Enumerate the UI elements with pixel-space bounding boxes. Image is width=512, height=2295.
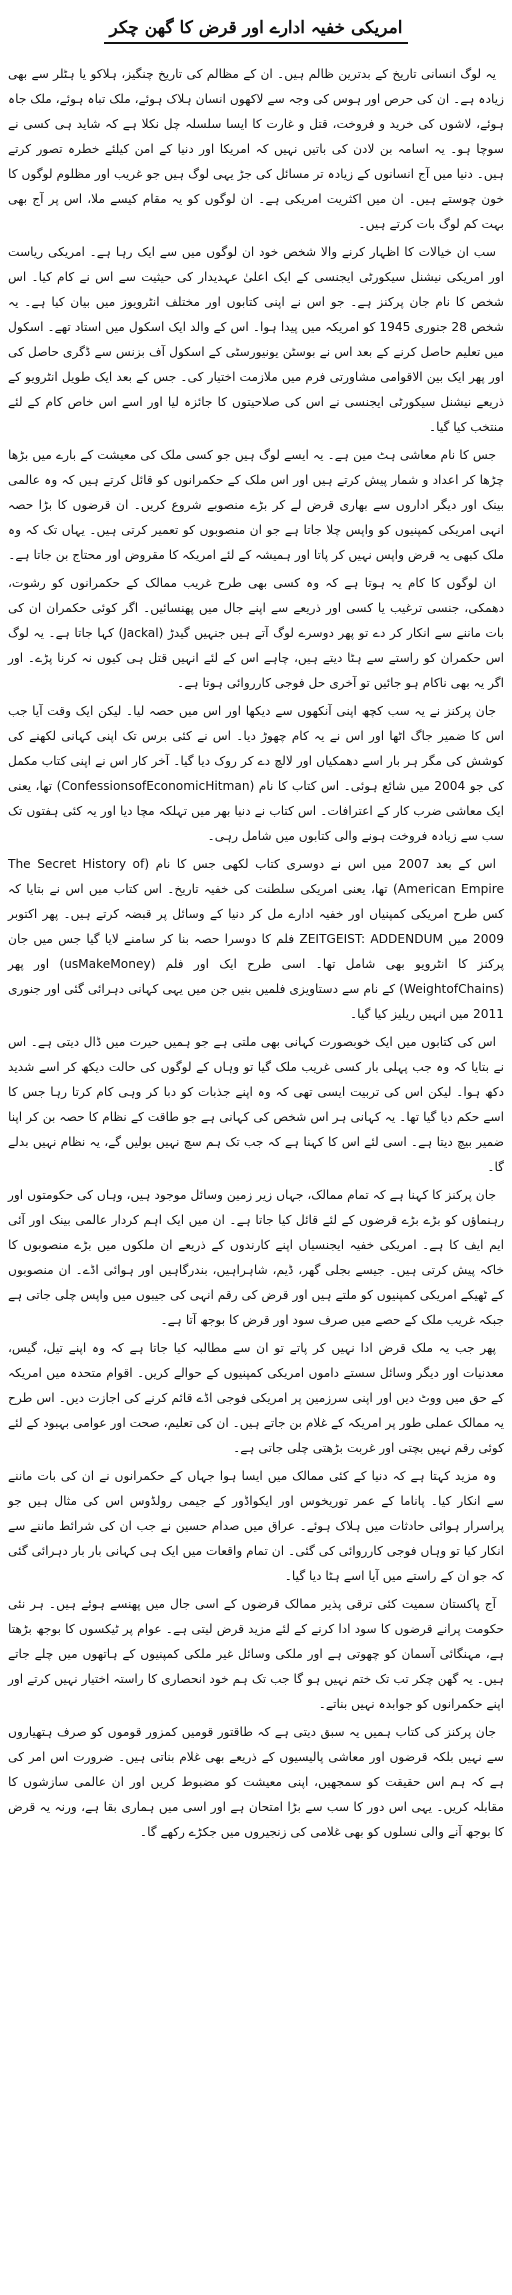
paragraph-12: جان پرکنز کی کتاب ہمیں یہ سبق دیتی ہے کہ طاقتور قومیں کمزور قوموں کو صرف ہتھیاروں سے نہیں بلکہ قرضوں اور معاشی پالیسیوں کے ذریعے بھی غلام بناتی ہیں۔ ضرورت اس امر کی ہے کہ ہم اس حقیقت کو سمجھیں، اپنی معیشت کو مضبوط کریں اور ان عالمی سازشوں کا مقابلہ کریں۔ یہی اس دور کا سب سے بڑا امتحان ہے اور اسی میں ہماری بقا ہے، ورنہ یہ قرض کا بوجھ آنے والی نسلوں کو بھی غلامی کی زنجیروں میں جکڑے رکھے گا۔ bbox=[8, 1724, 504, 1839]
paragraph-8: جان پرکنز کا کہنا ہے کہ تمام ممالک، جہاں زیر زمین وسائل موجود ہیں، وہاں کی حکومتوں اور رہنماؤں کو بڑے بڑے قرضوں کے لئے قائل کیا جاتا ہے۔ ان میں ایک اہم کردار عالمی بینک اور آئی ایم ایف کا ہے۔ امریکی خفیہ ایجنسیاں اپنے کارندوں کے ذریعے ان ملکوں میں بڑے منصوبوں کا خاکہ پیش کرتی ہیں۔ جیسے بجلی گھر، ڈیم، شاہراہیں، بندرگاہیں اور ہوائی اڈے۔ ان منصوبوں کے ٹھیکے امریکی کمپنیوں کو ملتے ہیں اور قرض کی رقم انہی کی جیبوں میں واپس چلی جاتی ہے جبکہ غریب ملک کے حصے میں صرف سود اور قرض کا بوجھ آتا ہے۔ bbox=[8, 1187, 504, 1327]
paragraph-6: اس کے بعد 2007 میں اس نے دوسری کتاب لکھی جس کا نام (The Secret History of American Empire) تھا، یعنی امریکی سلطنت کی خفیہ تاریخ۔ اس کتاب میں اس نے بتایا کہ کس طرح امریکی کمپنیاں اور خفیہ ادارے مل کر دنیا کے وسائل پر قبضہ کرتے ہیں۔ پھر اکتوبر 2009 میں ZEITGEIST: ADDENDUM فلم کا دوسرا حصہ بنا کر سامنے لایا گیا جس میں جان پرکنز کا انٹرویو بھی شامل تھا۔ اسی طرح ایک اور فلم (usMakeMoney) اور پھر (WeightofChains) کے نام سے دستاویزی فلمیں بنیں جن میں یہی کہانی دہرائی گئی اور جنوری 2011 میں انہیں ریلیز کیا گیا۔ bbox=[8, 856, 504, 1021]
article-title: امریکی خفیہ ادارے اور قرض کا گھن چکر bbox=[104, 15, 409, 44]
headline-wrap bbox=[8, 4, 504, 56]
article-body bbox=[8, 62, 504, 1845]
paragraph-3: جس کا نام معاشی ہٹ مین ہے۔ یہ ایسے لوگ ہیں جو کسی ملک کی معیشت کے بارے میں بڑھا چڑھا کر اعداد و شمار پیش کرتے ہیں اور اس ملک کے حکمرانوں کو قائل کرتے ہیں کہ وہ عالمی بینک اور دیگر اداروں سے بھاری قرض لے کر بڑے منصوبے شروع کریں۔ ان قرضوں کا بڑا حصہ انہی امریکی کمپنیوں کو واپس چلا جاتا ہے جو ان منصوبوں کو تعمیر کرتی ہیں۔ یہاں تک کہ وہ ملک کبھی یہ قرض واپس نہیں کر پاتا اور ہمیشہ کے لئے امریکہ کا مقروض اور محتاج بن جاتا ہے۔ bbox=[8, 447, 504, 562]
paragraph-10: وہ مزید کہتا ہے کہ دنیا کے کئی ممالک میں ایسا ہوا جہاں کے حکمرانوں نے ان کی بات ماننے سے انکار کیا۔ پاناما کے عمر توریخوس اور ایکواڈور کے جیمی رولڈوس اس کی مثال ہیں جو پراسرار ہوائی حادثات میں ہلاک ہوئے۔ عراق میں صدام حسین نے جب ان کی شرائط ماننے سے انکار کیا تو وہاں فوجی کارروائی کی گئی۔ ان تمام واقعات میں ایک ہی کہانی بار بار دہرائی گئی کہ جو ان کے راستے میں آیا اسے ہٹا دیا گیا۔ bbox=[8, 1468, 504, 1583]
paragraph-4: ان لوگوں کا کام یہ ہوتا ہے کہ وہ کسی بھی طرح غریب ممالک کے حکمرانوں کو رشوت، دھمکی، جنسی ترغیب یا کسی اور ذریعے سے اپنے جال میں پھنسائیں۔ اگر کوئی حکمران ان کی بات ماننے سے انکار کر دے تو پھر دوسرے لوگ آتے ہیں جنہیں گیدڑ (Jackal) کہا جاتا ہے۔ یہ لوگ اس حکمران کو راستے سے ہٹا دیتے ہیں، چاہے اس کے لئے انہیں قتل ہی کیوں نہ کرنا پڑے۔ اور اگر یہ بھی ناکام ہو جائیں تو آخری حل فوجی کارروائی ہوتا ہے۔ bbox=[8, 575, 504, 690]
paragraph-7: اس کی کتابوں میں ایک خوبصورت کہانی بھی ملتی ہے جو ہمیں حیرت میں ڈال دیتی ہے۔ اس نے بتایا کہ وہ جب پہلی بار کسی غریب ملک گیا تو وہاں کے لوگوں کی حالت دیکھ کر اسے شدید دکھ ہوا۔ لیکن اس کی تربیت ایسی تھی کہ وہ اپنے جذبات کو دبا کر وہی کام کرتا رہا جس کا اسے حکم دیا گیا تھا۔ یہ کہانی ہر اس شخص کی کہانی ہے جو طاقت کے نظام کا حصہ بن کر اپنا ضمیر بیچ دیتا ہے۔ اسی لئے اس کا کہنا ہے کہ جب تک ہم سچ نہیں بولیں گے، یہ نظام نہیں بدلے گا۔ bbox=[8, 1034, 504, 1174]
paragraph-9: پھر جب یہ ملک قرض ادا نہیں کر پاتے تو ان سے مطالبہ کیا جاتا ہے کہ وہ اپنے تیل، گیس، معدنیات اور دیگر وسائل سستے داموں امریکی کمپنیوں کے حوالے کریں۔ اقوام متحدہ میں امریکہ کے حق میں ووٹ دیں اور اپنی سرزمین پر امریکی فوجی اڈے قائم کرنے کی اجازت دیں۔ اس طرح یہ ممالک عملی طور پر امریکہ کے غلام بن جاتے ہیں۔ ان کی تعلیم، صحت اور عوامی بہبود کے لئے کوئی رقم نہیں بچتی اور غربت بڑھتی چلی جاتی ہے۔ bbox=[8, 1340, 504, 1455]
paragraph-2: سب ان خیالات کا اظہار کرنے والا شخص خود ان لوگوں میں سے ایک رہا ہے۔ امریکی ریاست اور امریکی نیشنل سیکورٹی ایجنسی کے ایک اعلیٰ عہدیدار کی حیثیت سے اس نے کام کیا۔ اس شخص کا نام جان پرکنز ہے۔ جو اس نے اپنی کتابوں اور مختلف انٹرویوز میں بیان کیا ہے۔ یہ شخص 28 جنوری 1945 کو امریکہ میں پیدا ہوا۔ اس کے والد ایک اسکول میں استاد تھے۔ اسکول میں تعلیم حاصل کرنے کے بعد اس نے بوسٹن یونیورسٹی کے اسکول آف بزنس سے ڈگری حاصل کی اور پھر ایک بین الاقوامی مشاورتی فرم میں ملازمت اختیار کی۔ جس کے بعد ایک طویل انٹرویو کے ذریعے نیشنل سیکورٹی ایجنسی نے اس کی صلاحیتوں کا جائزہ لیا اور اسے اس خاص کام کے لئے منتخب کیا گیا۔ bbox=[8, 244, 504, 434]
paragraph-11: آج پاکستان سمیت کئی ترقی پذیر ممالک قرضوں کے اسی جال میں پھنسے ہوئے ہیں۔ ہر نئی حکومت پرانے قرضوں کا سود ادا کرنے کے لئے مزید قرض لیتی ہے۔ عوام پر ٹیکسوں کا بوجھ بڑھتا ہے، مہنگائی آسمان کو چھوتی ہے اور ملکی وسائل غیر ملکی کمپنیوں کے ہاتھوں میں چلے جاتے ہیں۔ یہ گھن چکر تب تک ختم نہیں ہو گا جب تک ہم خود انحصاری کا راستہ اختیار نہیں کرتے اور اپنے حکمرانوں کو جوابدہ نہیں بناتے۔ bbox=[8, 1596, 504, 1711]
paragraph-5: جان پرکنز نے یہ سب کچھ اپنی آنکھوں سے دیکھا اور اس میں حصہ لیا۔ لیکن ایک وقت آیا جب اس کا ضمیر جاگ اٹھا اور اس نے یہ کام چھوڑ دیا۔ اس نے کئی برس تک اپنی کہانی لکھنے کی کوشش کی مگر ہر بار اسے دھمکیاں اور لالچ دے کر روک دیا گیا۔ آخر کار اس نے اپنی کتاب مکمل کی جو 2004 میں شائع ہوئی۔ اس کتاب کا نام (ConfessionsofEconomicHitman) تھا، یعنی ایک معاشی ضرب کار کے اعترافات۔ اس کتاب نے دنیا بھر میں تہلکہ مچا دیا اور یہ کئی ہفتوں تک سب سے زیادہ فروخت ہونے والی کتابوں میں شامل رہی۔ bbox=[8, 703, 504, 843]
paragraph-1: یہ لوگ انسانی تاریخ کے بدترین ظالم ہیں۔ ان کے مظالم کی تاریخ چنگیز، ہلاکو یا ہٹلر سے بھی زیادہ ہے۔ ان کی حرص اور ہوس کی وجہ سے لاکھوں انسان ہلاک ہوئے، ملک تباہ ہوئے، ملک جاہ ہوئے، لاشوں کی خرید و فروخت، قتل و غارت کا ایسا سلسلہ چل نکلا ہے کہ شاید ہی کسی نے سوچا ہو۔ یہ اسامہ بن لادن کی باتیں نہیں کہ امریکا اور دنیا کے امن کیلئے خطرہ تصور کرتے ہیں۔ دنیا میں آج انسانوں کے زیادہ تر مسائل کی جڑ یہی لوگ ہیں جو غریب اور مظلوم لوگوں کا خون چوستے ہیں۔ ان میں اکثریت امریکی ہے۔ ان لوگوں کو یہ مقام کیسے ملا، اس پر آج بھی بہت کم لوگ بات کرتے ہیں۔ bbox=[8, 66, 504, 231]
